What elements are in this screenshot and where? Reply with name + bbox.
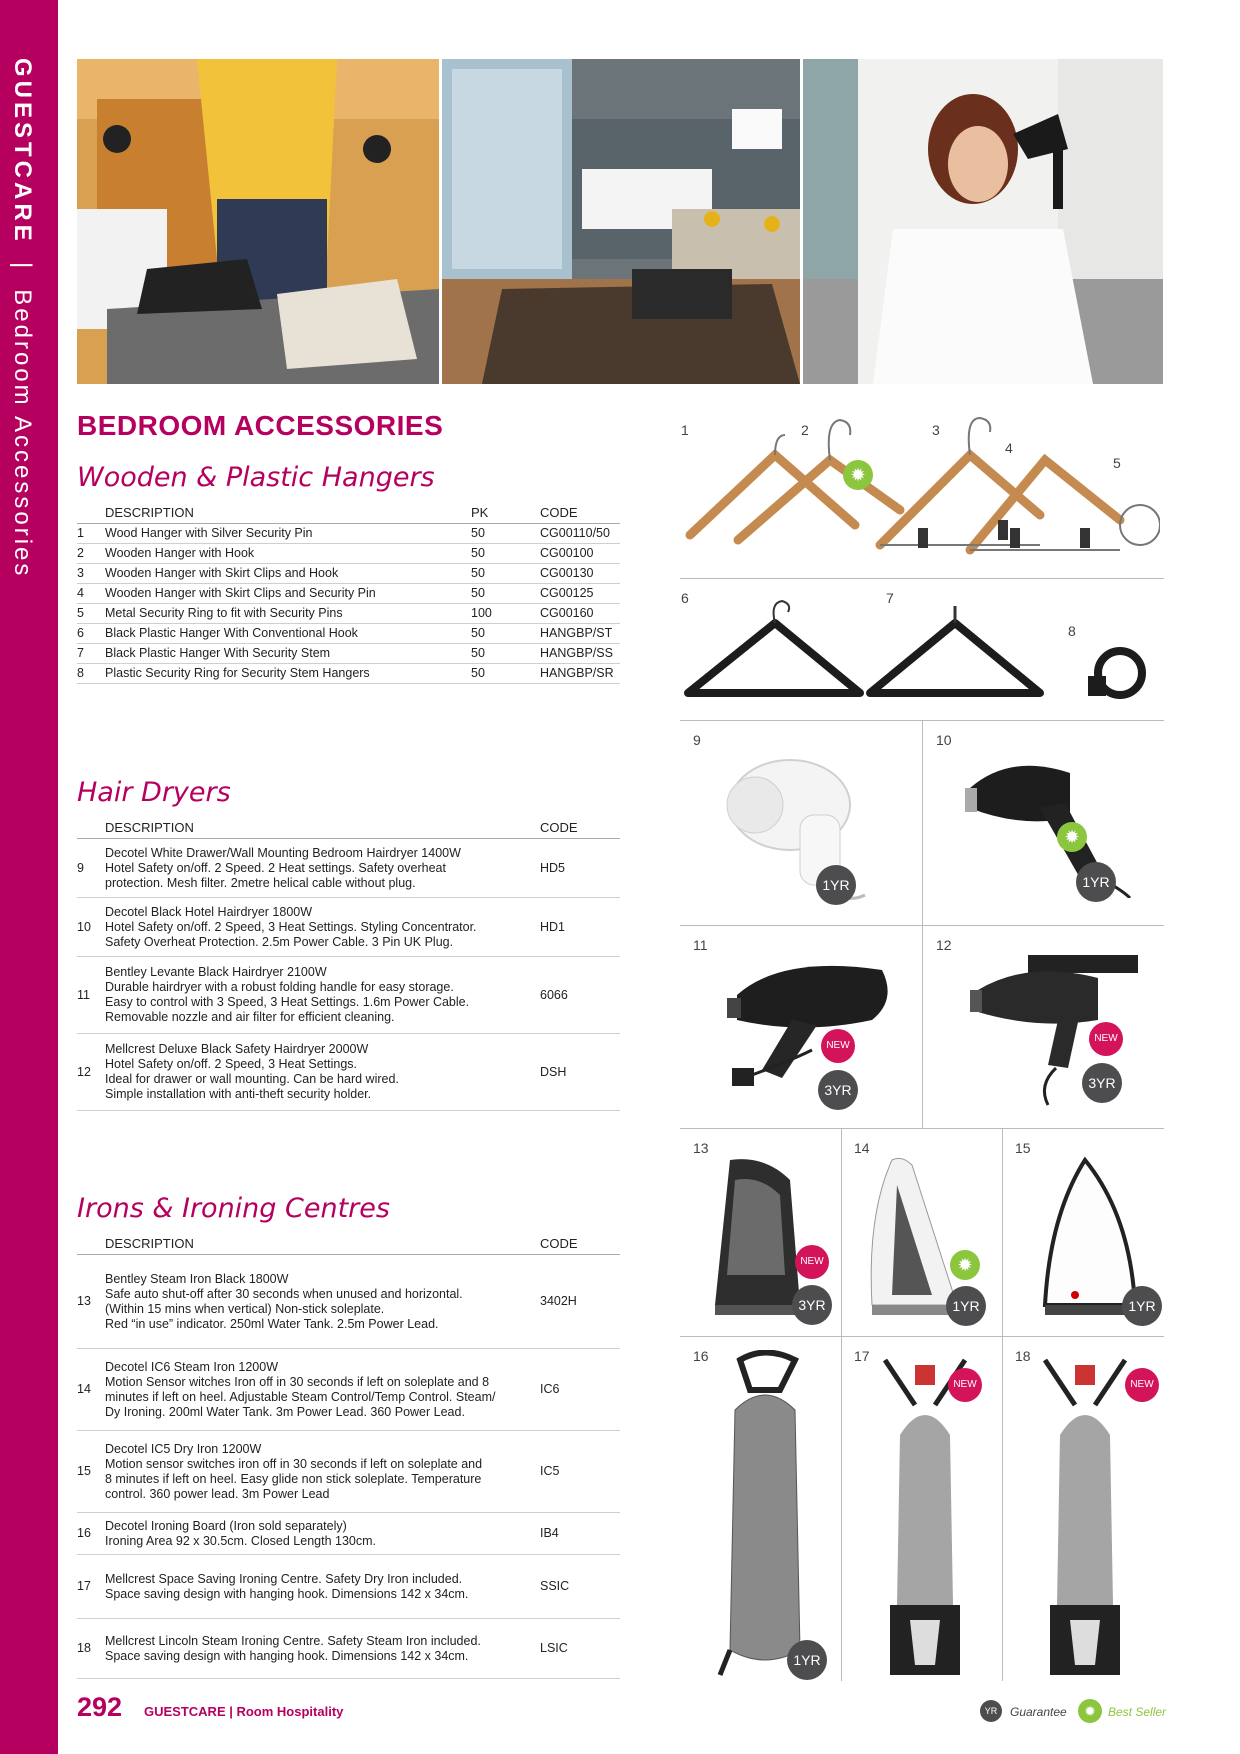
table-row (77, 604, 620, 624)
wooden-hangers-image (680, 410, 1160, 560)
table-header (77, 503, 620, 524)
table-row (77, 564, 620, 584)
row-description: Metal Security Ring to fit with Security Pins (105, 604, 471, 624)
row-number: 16 (77, 1513, 105, 1555)
product-label: 7 (886, 590, 894, 606)
guarantee-3yr-badge: 3YR (818, 1070, 858, 1110)
row-description (105, 1034, 540, 1111)
new-badge: NEW (821, 1029, 855, 1063)
row-description: Wooden Hanger with Hook (105, 544, 471, 564)
row-number: 15 (77, 1431, 105, 1513)
row-code: CG00160 (540, 604, 620, 624)
description-line: Mellcrest Lincoln Steam Ironing Centre. Safety Steam Iron included. (105, 1633, 481, 1648)
dryers-table (77, 818, 620, 1111)
description-line: Decotel IC5 Dry Iron 1200W (105, 1441, 262, 1456)
legend-best-seller-icon (1078, 1699, 1102, 1723)
description-line: Decotel IC6 Steam Iron 1200W (105, 1359, 278, 1374)
dryers-title: Hair Dryers (77, 777, 231, 808)
table-row (77, 1255, 620, 1349)
row-code: CG00110/50 (540, 524, 620, 544)
bentley-hairdryer-image (722, 950, 902, 1100)
table-row (77, 584, 620, 604)
divider (841, 1128, 842, 1681)
row-code: HD5 (540, 839, 620, 898)
row-description (105, 1619, 540, 1679)
row-description (105, 1555, 540, 1619)
description-line: Mellcrest Space Saving Ironing Centre. Safety Dry Iron included. (105, 1571, 463, 1586)
space-saving-ironing-centre-image (875, 1355, 975, 1680)
irons-title: Irons & Ironing Centres (77, 1193, 390, 1224)
table-row (77, 1619, 620, 1679)
product-label: 12 (936, 937, 952, 953)
page-number: 292 (77, 1692, 123, 1722)
table-header (77, 1234, 620, 1255)
guarantee-1yr-badge: 1YR (1076, 862, 1116, 902)
row-description: Plastic Security Ring for Security Stem Hangers (105, 664, 471, 684)
row-pk: 50 (471, 524, 540, 544)
product-label: 1 (681, 422, 689, 438)
table-row (77, 1431, 620, 1513)
table-row (77, 1349, 620, 1431)
product-label: 16 (693, 1348, 709, 1364)
row-description (105, 1431, 540, 1513)
row-pk: 50 (471, 564, 540, 584)
description-line: Space saving design with hanging hook. Dimensions 142 x 34cm. (105, 1648, 469, 1663)
hangers-title: Wooden & Plastic Hangers (77, 462, 435, 493)
product-label: 4 (1005, 440, 1013, 456)
product-label: 13 (693, 1140, 709, 1156)
description-line: Bentley Steam Iron Black 1800W (105, 1271, 289, 1286)
description-line: Decotel Ironing Board (Iron sold separately) (105, 1518, 347, 1533)
description-line: Mellcrest Deluxe Black Safety Hairdryer 2000W (105, 1042, 369, 1056)
col-description: DESCRIPTION (105, 1234, 540, 1255)
table-row (77, 1034, 620, 1111)
irons-table (77, 1234, 620, 1679)
row-code: 6066 (540, 957, 620, 1034)
guarantee-1yr-badge: 1YR (787, 1640, 827, 1680)
guarantee-1yr-badge: 1YR (816, 865, 856, 905)
description-line: Ironing Area 92 x 30.5cm. Closed Length 130cm. (105, 1533, 376, 1548)
hangers-table (77, 503, 620, 684)
description-line: Safety Overheat Protection. 2.5m Power Cable. 3 Pin UK Plug. (105, 934, 454, 949)
row-number: 8 (77, 664, 105, 684)
photo-bedroom (442, 59, 800, 384)
description-line: Safe auto shut-off after 30 seconds when unused and horizontal. (105, 1286, 463, 1301)
product-label: 2 (801, 422, 809, 438)
ironing-board-image (710, 1350, 820, 1680)
row-number: 10 (77, 898, 105, 957)
row-description: Black Plastic Hanger With Security Stem (105, 644, 471, 664)
row-pk: 50 (471, 664, 540, 684)
row-description (105, 839, 540, 898)
table-row (77, 957, 620, 1034)
description-line: Simple installation with anti-theft security holder. (105, 1087, 372, 1101)
row-pk: 50 (471, 544, 540, 564)
row-description (105, 1255, 540, 1349)
row-pk: 50 (471, 644, 540, 664)
description-line: Hotel Safety on/off. 2 Speed, 3 Heat Settings. Styling Concentrator. (105, 919, 477, 934)
legend-guarantee-icon: YR (980, 1700, 1002, 1722)
row-number: 11 (77, 957, 105, 1034)
divider (680, 578, 1164, 579)
new-badge: NEW (1125, 1368, 1159, 1402)
side-separator: | (9, 262, 36, 272)
row-code: IC6 (540, 1349, 620, 1431)
row-number: 3 (77, 564, 105, 584)
table-header (77, 818, 620, 839)
row-number: 6 (77, 624, 105, 644)
col-code: CODE (540, 503, 620, 524)
row-number: 9 (77, 839, 105, 898)
description-line: protection. Mesh filter. 2metre helical cable without plug. (105, 875, 416, 890)
table-row (77, 664, 620, 684)
description-line: Red “in use” indicator. 250ml Water Tank. 2.5m Power Lead. (105, 1316, 439, 1331)
photo-hairdryer (803, 59, 1163, 384)
legend-best-seller-label: Best Seller (1108, 1705, 1167, 1719)
description-line: Dy Ironing. 200ml Water Tank. 3m Power Lead. 360 Power Lead. (105, 1404, 465, 1419)
table-row (77, 1555, 620, 1619)
row-code: HANGBP/SS (540, 644, 620, 664)
description-line: (Within 15 mins when vertical) Non-stick soleplate. (105, 1301, 385, 1316)
product-label: 3 (932, 422, 940, 438)
best-seller-icon (1057, 822, 1087, 852)
description-line: Decotel White Drawer/Wall Mounting Bedroom Hairdryer 1400W (105, 845, 461, 860)
row-code: DSH (540, 1034, 620, 1111)
description-line: 8 minutes if left on heel. Easy glide non stick soleplate. Temperature (105, 1471, 482, 1486)
legend-guarantee-label: Guarantee (1010, 1705, 1067, 1719)
product-label: 17 (854, 1348, 870, 1364)
row-description (105, 898, 540, 957)
new-badge: NEW (795, 1245, 829, 1279)
plastic-hangers-image (680, 598, 1160, 708)
guarantee-3yr-badge: 3YR (1082, 1063, 1122, 1103)
divider (680, 1336, 1164, 1337)
row-number: 7 (77, 644, 105, 664)
col-description: DESCRIPTION (105, 503, 471, 524)
table-row (77, 544, 620, 564)
row-number: 2 (77, 544, 105, 564)
side-title (8, 58, 36, 578)
description-line: Hotel Safety on/off. 2 Speed, 3 Heat Settings. (105, 1057, 358, 1071)
row-pk: 50 (471, 624, 540, 644)
table-row (77, 524, 620, 544)
side-brand: GUESTCARE (9, 58, 36, 245)
product-label: 6 (681, 590, 689, 606)
row-code: CG00100 (540, 544, 620, 564)
best-seller-icon (843, 460, 873, 490)
product-label: 15 (1015, 1140, 1031, 1156)
product-label: 18 (1015, 1348, 1031, 1364)
new-badge: NEW (1089, 1022, 1123, 1056)
row-description (105, 1349, 540, 1431)
row-code: CG00130 (540, 564, 620, 584)
row-pk: 100 (471, 604, 540, 624)
product-label: 11 (693, 937, 708, 953)
description-line: control. 360 power lead. 3m Power Lead (105, 1486, 330, 1501)
col-code: CODE (540, 818, 620, 839)
row-code: IC5 (540, 1431, 620, 1513)
guarantee-1yr-badge: 1YR (946, 1286, 986, 1326)
row-number: 13 (77, 1255, 105, 1349)
description-line: Ideal for drawer or wall mounting. Can be hard wired. (105, 1072, 399, 1086)
row-code: LSIC (540, 1619, 620, 1679)
row-code: IB4 (540, 1513, 620, 1555)
table-row (77, 1513, 620, 1555)
row-code: SSIC (540, 1555, 620, 1619)
white-hairdryer-image (705, 745, 905, 915)
table-row (77, 839, 620, 898)
table-row (77, 624, 620, 644)
row-code: HANGBP/ST (540, 624, 620, 644)
product-label: 9 (693, 732, 701, 748)
description-line: Space saving design with hanging hook. Dimensions 142 x 34cm. (105, 1586, 469, 1601)
row-description: Wood Hanger with Silver Security Pin (105, 524, 471, 544)
description-line: Easy to control with 3 Speed, 3 Heat Settings. 1.6m Power Cable. (105, 995, 470, 1009)
row-number: 18 (77, 1619, 105, 1679)
row-description (105, 957, 540, 1034)
product-label: 5 (1113, 455, 1121, 471)
row-description (105, 1513, 540, 1555)
row-code: HANGBP/SR (540, 664, 620, 684)
divider (922, 720, 923, 1128)
divider (680, 1128, 1164, 1129)
row-code: HD1 (540, 898, 620, 957)
table-row (77, 644, 620, 664)
row-pk: 50 (471, 584, 540, 604)
product-label: 10 (936, 732, 952, 748)
page-title: BEDROOM ACCESSORIES (77, 410, 444, 441)
description-line: Bentley Levante Black Hairdryer 2100W (105, 965, 327, 979)
row-description: Wooden Hanger with Skirt Clips and Hook (105, 564, 471, 584)
guarantee-3yr-badge: 3YR (792, 1285, 832, 1325)
row-description: Wooden Hanger with Skirt Clips and Security Pin (105, 584, 471, 604)
footer-title: GUESTCARE | Room Hospitality (144, 1704, 344, 1719)
side-section: Bedroom Accessories (9, 289, 36, 579)
row-code: CG00125 (540, 584, 620, 604)
row-number: 4 (77, 584, 105, 604)
row-code: 3402H (540, 1255, 620, 1349)
best-seller-icon (950, 1250, 980, 1280)
description-line: Durable hairdryer with a robust folding handle for easy storage. (105, 980, 454, 994)
row-number: 17 (77, 1555, 105, 1619)
description-line: minutes if left on heel. Adjustable Steam Control/Temp Control. Steam/ (105, 1389, 496, 1404)
lincoln-ironing-centre-image (1035, 1355, 1135, 1680)
row-number: 1 (77, 524, 105, 544)
col-description: DESCRIPTION (105, 818, 540, 839)
description-line: Removable nozzle and air filter for efficient cleaning. (105, 1010, 395, 1024)
photo-ironing (77, 59, 439, 384)
row-number: 14 (77, 1349, 105, 1431)
description-line: Decotel Black Hotel Hairdryer 1800W (105, 904, 313, 919)
description-line: Motion Sensor witches Iron off in 30 seconds if left on soleplate and 8 (105, 1374, 490, 1389)
description-line: Hotel Safety on/off. 2 Speed. 2 Heat settings. Safety overheat (105, 860, 446, 875)
col-pk: PK (471, 503, 540, 524)
product-label: 14 (854, 1140, 870, 1156)
row-number: 12 (77, 1034, 105, 1111)
table-row (77, 898, 620, 957)
divider (1002, 1128, 1003, 1681)
decotel-ic5-iron-image (1030, 1155, 1140, 1320)
row-description: Black Plastic Hanger With Conventional Hook (105, 624, 471, 644)
row-number: 5 (77, 604, 105, 624)
description-line: Motion sensor switches iron off in 30 seconds if left on soleplate and (105, 1456, 483, 1471)
product-label: 8 (1068, 623, 1076, 639)
col-code: CODE (540, 1234, 620, 1255)
new-badge: NEW (948, 1368, 982, 1402)
guarantee-1yr-badge: 1YR (1122, 1286, 1162, 1326)
